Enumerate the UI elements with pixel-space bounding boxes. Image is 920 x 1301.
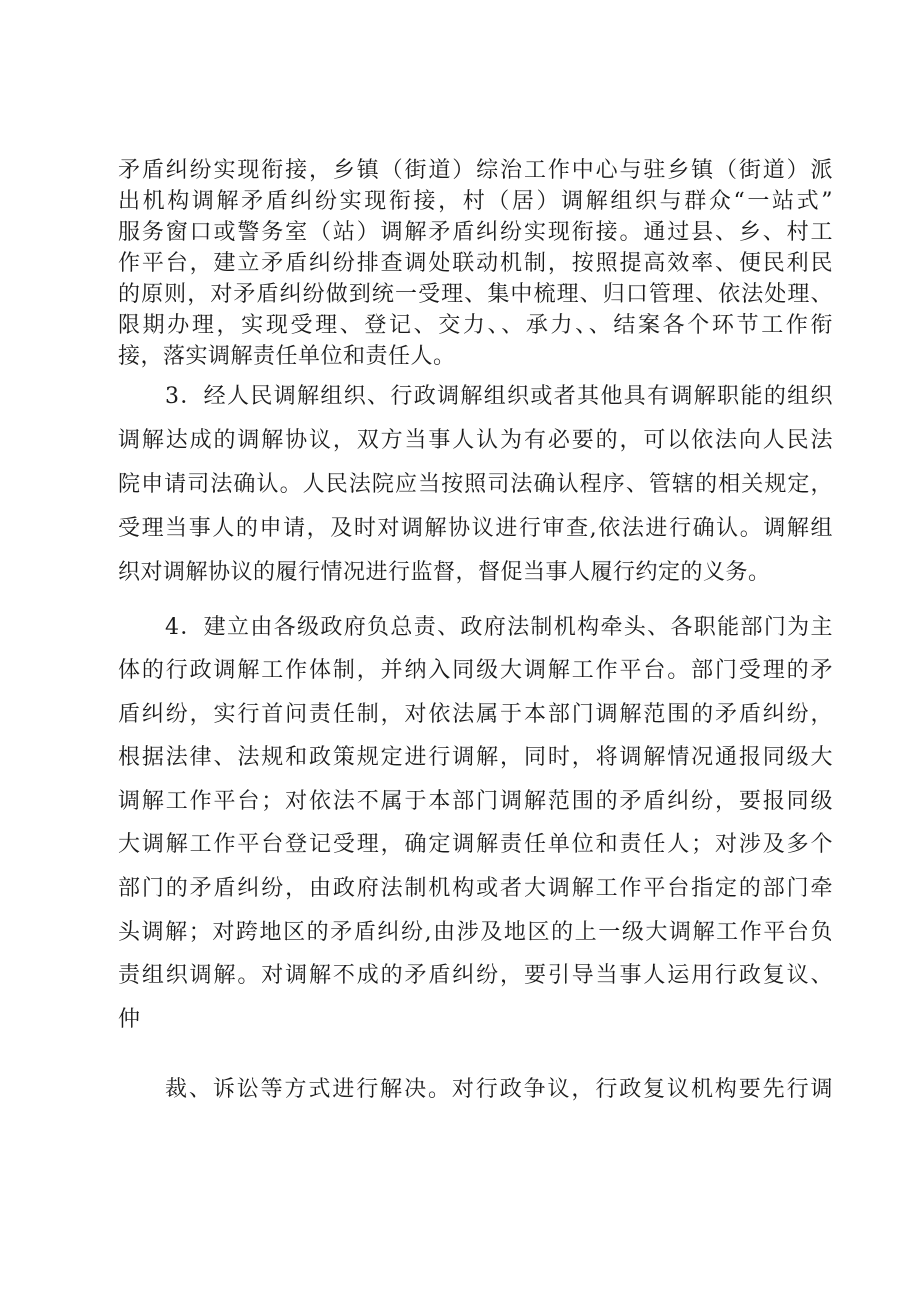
text-line: 织对调解协议的履行情况进行监督，督促当事人履行约定的义务。	[118, 560, 771, 585]
text-line: 体的行政调解工作体制，并纳入同级大调解工作平台。部门受理的矛	[118, 658, 833, 683]
text-line: 矛盾纠纷实现衔接，乡镇（街道）综治工作中心与驻乡镇（街道）派	[118, 158, 833, 183]
text-line: 3．经人民调解组织、行政调解组织或者其他具有调解职能的组织	[165, 384, 833, 409]
text-line: 接，落实调解责任单位和责任人。	[118, 344, 456, 369]
text-line: 院申请司法确认。人民法院应当按照司法确认程序、管辖的相关规定，	[118, 472, 833, 497]
text-line: 责组织调解。对调解不成的矛盾纠纷，要引导当事人运用行政复议、	[118, 963, 833, 988]
text-line: 的原则，对矛盾纠纷做到统一受理、集中梳理、归口管理、依法处理、	[118, 282, 833, 307]
text-line: 限期办理，实现受理、登记、交力、、承力、、结案各个环节工作衔	[118, 313, 833, 338]
text-line: 调解工作平台；对依法不属于本部门调解范围的矛盾纠纷，要报同级	[118, 789, 833, 814]
text-line: 盾纠纷，实行首问责任制，对依法属于本部门调解范围的矛盾纠纷，	[118, 702, 833, 727]
text-line: 根据法律、法规和政策规定进行调解，同时，将调解情况通报同级大	[118, 745, 833, 770]
text-line: 出机构调解矛盾纠纷实现衔接，村（居）调解组织与群众“一站式”	[118, 189, 833, 214]
text-line: 头调解；对跨地区的矛盾纠纷,由涉及地区的上一级大调解工作平台负	[118, 920, 833, 945]
text-line: 4．建立由各级政府负总责、政府法制机构牵头、各职能部门为主	[165, 615, 833, 640]
text-line: 服务窗口或警务室（站）调解矛盾纠纷实现衔接。通过县、乡、村工	[118, 220, 833, 245]
text-line: 仲	[118, 1007, 141, 1032]
text-line: 调解达成的调解协议，双方当事人认为有必要的，可以依法向人民法	[118, 428, 833, 453]
text-line: 部门的矛盾纠纷，由政府法制机构或者大调解工作平台指定的部门牵	[118, 876, 833, 901]
text-line: 裁、诉讼等方式进行解决。对行政争议，行政复议机构要先行调	[165, 1077, 833, 1102]
text-line: 作平台，建立矛盾纠纷排查调处联动机制，按照提高效率、便民利民	[118, 251, 833, 276]
text-line: 受理当事人的申请，及时对调解协议进行审查,依法进行确认。调解组	[118, 516, 833, 541]
text-line: 大调解工作平台登记受理，确定调解责任单位和责任人；对涉及多个	[118, 832, 833, 857]
